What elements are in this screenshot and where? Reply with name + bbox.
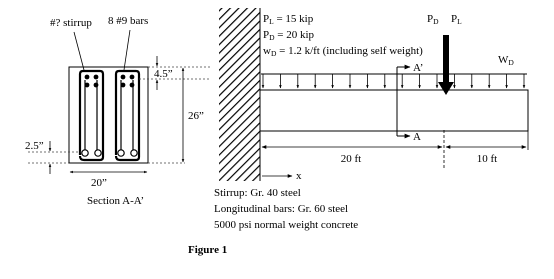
dim-height-label: 26”: [188, 110, 204, 122]
fixed-support-wall: [219, 8, 260, 181]
point-load-PD-label: PD: [427, 13, 439, 26]
bar-bottom-3: [118, 150, 124, 156]
bar-top-5: [121, 75, 126, 80]
note-stirrup: Stirrup: Gr. 40 steel: [214, 187, 301, 199]
dim-top-label: 4.5”: [154, 68, 173, 80]
stirrup-right: [116, 71, 139, 160]
x-axis-label: x: [296, 170, 302, 182]
beam: [260, 90, 528, 131]
bar-top-6: [130, 75, 135, 80]
bar-bottom-2: [95, 150, 101, 156]
section-mark-top: A’: [413, 62, 424, 74]
dim-bottom-label: 2.5”: [25, 140, 44, 152]
beam-elevation: [219, 8, 528, 182]
section-mark-bottom: A: [413, 131, 421, 143]
bar-top-2: [94, 75, 99, 80]
wD-value: wD = 1.2 k/ft (including self weight): [263, 45, 423, 58]
bar-top-7: [121, 83, 126, 88]
bar-bottom-4: [131, 150, 137, 156]
PL-value: PL = 15 kip: [263, 13, 314, 26]
stirrup-inner-right: [121, 80, 133, 150]
stirrup-left: [80, 71, 103, 160]
bar-top-1: [85, 75, 90, 80]
note-concrete: 5000 psi normal weight concrete: [214, 219, 359, 231]
bar-top-3: [85, 83, 90, 88]
udl-arrows: [263, 74, 524, 88]
point-load-PL-label: PL: [451, 13, 462, 26]
stirrup-label: #? stirrup: [50, 17, 92, 29]
udl-WD-label: WD: [498, 54, 514, 67]
span-right-label: 10 ft: [476, 153, 498, 165]
bar-top-4: [94, 83, 99, 88]
cross-section: [25, 15, 210, 207]
material-notes: [214, 187, 358, 231]
note-longitudinal: Longitudinal bars: Gr. 60 steel: [214, 203, 349, 215]
bars-leader: [124, 30, 130, 70]
PD-value: PD = 20 kip: [263, 29, 315, 42]
bars-label: 8 #9 bars: [108, 15, 149, 27]
section-caption: Section A-A’: [87, 195, 145, 207]
stirrup-leader: [74, 32, 84, 70]
figure-caption: Figure 1: [188, 244, 228, 256]
stirrup-inner-left: [85, 80, 97, 150]
bar-bottom-1: [82, 150, 88, 156]
span-left-label: 20 ft: [340, 153, 362, 165]
dim-width-label: 20”: [91, 177, 107, 189]
bar-top-8: [130, 83, 135, 88]
